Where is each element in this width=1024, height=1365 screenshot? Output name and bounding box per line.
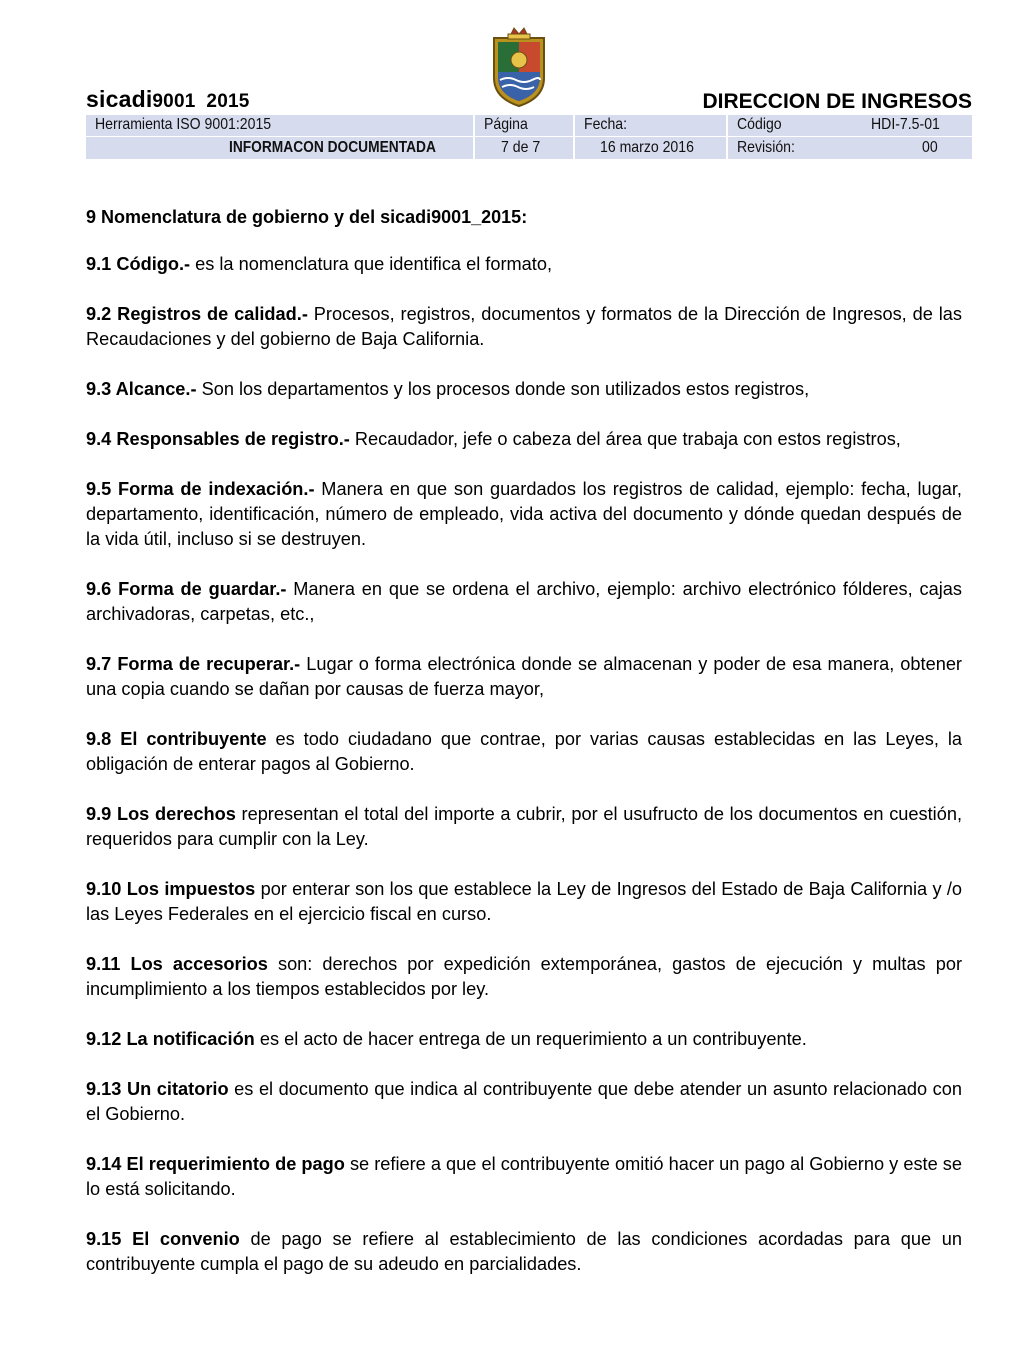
brand-main: sicadi (86, 86, 153, 112)
tool-label: Herramienta ISO 9001:2015 (95, 116, 272, 133)
definition-text: se refiere a que el contribuyente omitió hacer un pago al Gobierno y este se lo está solicitando. (86, 1154, 962, 1199)
definition-item (86, 877, 962, 927)
department-title: DIRECCION DE INGRESOS (702, 90, 972, 113)
definition-text: es el acto de hacer entrega de un requerimiento a un contribuyente. (254, 1029, 807, 1049)
document-header-table (86, 115, 972, 159)
revision-label: Revisión: (737, 139, 795, 156)
definition-term: 9.13 Un citatorio (86, 1079, 229, 1099)
definition-text: Manera en que se ordena el archivo, ejemplo: archivo electrónico fólderes, cajas archivadoras, carpetas, etc., (86, 579, 962, 624)
definition-term: 9.6 Forma de guardar.- (86, 579, 287, 599)
definition-item (86, 1027, 962, 1052)
document-body (86, 205, 962, 1302)
definition-text: Recaudador, jefe o cabeza del área que trabaja con estos registros, (349, 429, 901, 449)
definition-text: representan el total del importe a cubrir, por el usufructo de los documentos en cuestión, requeridos para cumplir con la Ley. (86, 804, 962, 849)
definition-term: 9.11 Los accesorios (86, 954, 268, 974)
definition-text: es la nomenclatura que identifica el formato, (190, 254, 553, 274)
definition-item (86, 1152, 962, 1202)
definition-term: 9.14 El requerimiento de pago (86, 1154, 345, 1174)
definition-item (86, 952, 962, 1002)
definition-item (86, 477, 962, 552)
definition-item (86, 377, 962, 402)
code-value: HDI-7.5-01 (871, 116, 940, 133)
page-label: Página (484, 116, 528, 133)
definition-term: 9.3 Alcance.- (86, 379, 197, 399)
definition-term: 9.2 Registros de calidad.- (86, 304, 308, 324)
definition-text: por enterar son los que establece la Ley de Ingresos del Estado de Baja California y /o las Leyes Federales en el ejercicio fiscal en curso. (86, 879, 963, 924)
definition-term: 9.5 Forma de indexación.- (86, 479, 315, 499)
definition-term: 9.1 Código.- (86, 254, 191, 274)
doc-type-label: INFORMACON DOCUMENTADA (229, 139, 436, 156)
header-row-divider (86, 136, 972, 137)
header-col-divider (573, 115, 575, 159)
header-col-divider (473, 115, 475, 159)
date-value: 16 marzo 2016 (600, 139, 694, 156)
definition-term: 9.9 Los derechos (86, 804, 236, 824)
date-label: Fecha: (584, 116, 628, 133)
definition-text: Lugar o forma electrónica donde se almacenan y poder de esa manera, obtener una copia cuando se dañan por causas de fuerza mayor, (86, 654, 962, 699)
definition-item (86, 802, 962, 852)
definition-item (86, 427, 962, 452)
definition-item (86, 727, 962, 777)
definition-text: es el documento que indica al contribuyente que debe atender un asunto relacionado con el Gobierno. (86, 1079, 962, 1124)
definition-term: 9.7 Forma de recuperar.- (86, 654, 301, 674)
definition-item (86, 252, 962, 277)
header-col-divider (726, 115, 728, 159)
brand-suffix: 9001 2015 (152, 91, 250, 112)
definition-text: son: derechos por expedición extemporánea, gastos de ejecución y multas por incumplimiento a los tiempos establecidos por ley. (86, 954, 962, 999)
definition-item (86, 302, 962, 352)
definition-term: 9.12 La notificación (86, 1029, 255, 1049)
definition-text: Manera en que son guardados los registros de calidad, ejemplo: fecha, lugar, departamento, identificación, número de empleado, vida activa del documento y dónde quedan después de la vida útil, incluso si se destruyen. (86, 479, 962, 549)
definition-text: Procesos, registros, documentos y formatos de la Dirección de Ingresos, de las Recaudaciones y del gobierno de Baja California. (86, 304, 962, 349)
definition-term: 9.4 Responsables de registro.- (86, 429, 350, 449)
definition-item (86, 577, 962, 627)
definition-text: de pago se refiere al establecimiento de las condiciones acordadas para que un contribuyente cumpla el pago de su adeudo en parcialidades. (86, 1229, 962, 1274)
definition-term: 9.10 Los impuestos (86, 879, 256, 899)
definition-text: Son los departamentos y los procesos donde son utilizados estos registros, (196, 379, 810, 399)
definition-item (86, 1227, 962, 1277)
definition-term: 9.15 El convenio (86, 1229, 240, 1249)
brand-title (86, 86, 250, 113)
definition-text: es todo ciudadano que contrae, por varias causas establecidas en las Leyes, la obligación de enterar pagos al Gobierno. (86, 729, 962, 774)
definition-item (86, 1077, 962, 1127)
coat-of-arms-logo (488, 26, 550, 108)
definition-item (86, 652, 962, 702)
section-title: 9 Nomenclatura de gobierno y del sicadi9001_2015: (86, 207, 528, 227)
definition-term: 9.8 El contribuyente (86, 729, 267, 749)
revision-value: 00 (922, 139, 938, 156)
code-label: Código (737, 116, 782, 133)
page-value: 7 de 7 (501, 139, 541, 156)
